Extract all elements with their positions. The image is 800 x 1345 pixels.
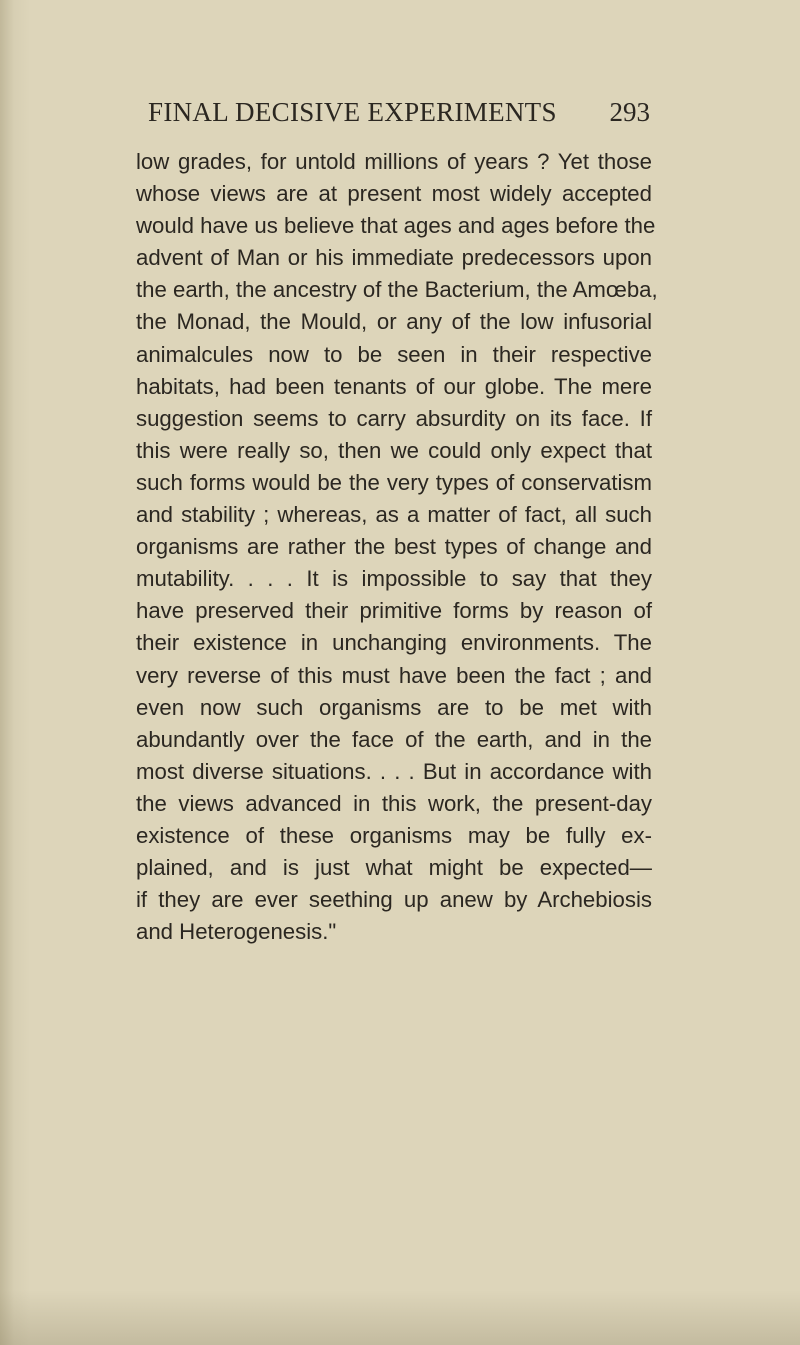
text-line: this were really so, then we could only expect that <box>136 437 652 463</box>
text-line: the earth, the ancestry of the Bacterium, the Amœba, <box>136 277 658 303</box>
text-line: their existence in unchanging environments. The <box>136 630 652 656</box>
text-line: even now such organisms are to be met with <box>136 694 652 720</box>
text-line: such forms would be the very types of conservatism <box>136 469 652 495</box>
page-number: 293 <box>609 97 650 127</box>
body-paragraph <box>136 146 658 948</box>
text-line: the views advanced in this work, the present-day <box>136 790 652 816</box>
text-line: and Heterogenesis." <box>136 919 337 945</box>
text-line: low grades, for untold millions of years ? Yet those <box>136 149 652 174</box>
text-line: suggestion seems to carry absurdity on its face. If <box>136 405 652 431</box>
text-line: whose views are at present most widely accepted <box>136 181 652 207</box>
text-line: plained, and is just what might be expected— <box>136 855 652 881</box>
text-line: would have us believe that ages and ages before the <box>136 213 656 239</box>
text-line: organisms are rather the best types of change and <box>136 534 652 560</box>
text-line: most diverse situations. . . . But in accordance with <box>136 758 652 784</box>
page-header <box>148 92 650 132</box>
text-line: mutability. . . . It is impossible to say that they <box>136 566 652 592</box>
text-line: existence of these organisms may be fully ex- <box>136 822 652 848</box>
text-line: habitats, had been tenants of our globe. The mere <box>136 373 652 399</box>
text-line: the Monad, the Mould, or any of the low infusorial <box>136 309 652 335</box>
text-line: abundantly over the face of the earth, and in the <box>136 726 652 752</box>
running-title: FINAL DECISIVE EXPERIMENTS <box>148 97 557 127</box>
text-line: advent of Man or his immediate predecessors upon <box>136 245 652 271</box>
text-line: and stability ; whereas, as a matter of fact, all such <box>136 502 652 528</box>
text-line: very reverse of this must have been the fact ; and <box>136 662 652 688</box>
text-line: animalcules now to be seen in their respective <box>136 341 652 367</box>
text-line: if they are ever seething up anew by Archebiosis <box>136 887 652 913</box>
text-line: have preserved their primitive forms by reason of <box>136 598 652 624</box>
